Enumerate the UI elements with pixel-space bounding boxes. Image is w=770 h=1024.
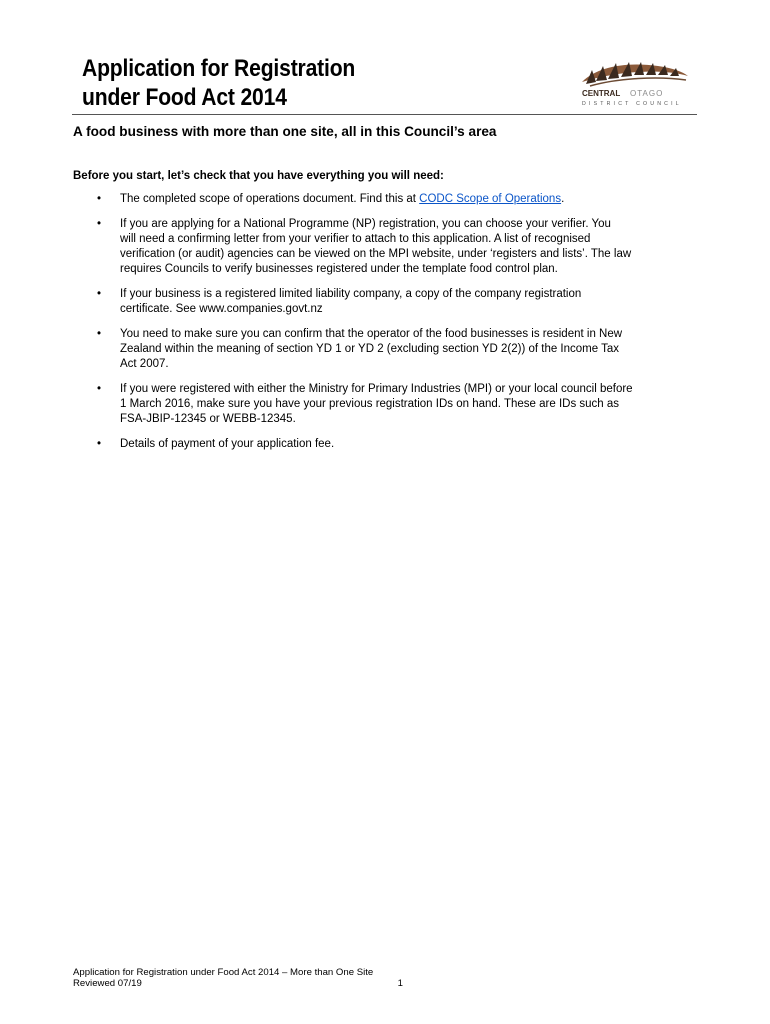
bullet-icon: • — [97, 193, 102, 205]
header-divider — [72, 114, 697, 115]
list-item — [73, 437, 713, 452]
document-title — [82, 54, 355, 112]
list-item-line: requires Councils to verify businesses registered under the template food control plan. — [120, 263, 558, 275]
title-line-2: under Food Act 2014 — [82, 84, 287, 111]
scope-of-operations-link[interactable]: CODC Scope of Operations — [419, 193, 562, 205]
bullet-icon: • — [97, 438, 102, 450]
list-item — [73, 382, 713, 427]
logo-text-accent: OTAGO — [630, 89, 664, 98]
page-number: 1 — [397, 978, 403, 989]
list-item-line: Details of payment of your application fee. — [120, 438, 335, 450]
logo-landscape-icon — [582, 62, 688, 86]
checklist-intro: Before you start, let’s check that you have everything you will need: — [73, 170, 444, 182]
list-item — [73, 217, 713, 277]
list-item-line: Zealand within the meaning of section YD 1 or YD 2 (excluding section YD 2(2)) of the Income Tax — [120, 343, 620, 355]
list-item-line: FSA-JBIP-12345 or WEBB-12345. — [120, 413, 296, 425]
list-item-line: will need a confirming letter from your verifier to attach to this application. A list of recognised — [120, 233, 591, 245]
title-line-1: Application for Registration — [82, 55, 356, 82]
bullet-icon: • — [97, 218, 102, 230]
bullet-icon: • — [97, 288, 102, 300]
section-subtitle: A food business with more than one site, all in this Council’s area — [73, 124, 497, 139]
list-item-line: If you are applying for a National Programme (NP) registration, you can choose your verifier. You — [120, 218, 611, 230]
list-item — [73, 287, 713, 317]
list-item-line: certificate. See www.companies.govt.nz — [120, 303, 323, 315]
list-item-text: The completed scope of operations document. Find this at — [120, 193, 420, 205]
bullet-icon: • — [97, 383, 102, 395]
logo-text-main: CENTRAL — [582, 89, 621, 98]
list-item-line: If your business is a registered limited liability company, a copy of the company registration — [120, 288, 582, 300]
list-item-line: Act 2007. — [120, 358, 169, 370]
list-item — [73, 327, 713, 372]
list-item — [73, 192, 713, 207]
list-item-text-end: . — [561, 193, 565, 205]
page-footer — [73, 967, 403, 989]
checklist — [73, 192, 713, 462]
council-logo — [578, 60, 690, 108]
footer-document-name: Application for Registration under Food Act 2014 – More than One Site — [73, 967, 374, 978]
bullet-icon: • — [97, 328, 102, 340]
list-item-line: If you were registered with either the Ministry for Primary Industries (MPI) or your local council before — [120, 383, 633, 395]
list-item-line: 1 March 2016, make sure you have your previous registration IDs on hand. These are IDs such as — [120, 398, 620, 410]
list-item-line: You need to make sure you can confirm that the operator of the food businesses is resident in New — [120, 328, 623, 340]
footer-reviewed-date: Reviewed 07/19 — [73, 978, 142, 989]
list-item-line: verification (or audit) agencies can be viewed on the MPI website, under ‘registers and lists’. The law — [120, 248, 632, 260]
logo-text-sub: DISTRICT COUNCIL — [582, 101, 682, 107]
